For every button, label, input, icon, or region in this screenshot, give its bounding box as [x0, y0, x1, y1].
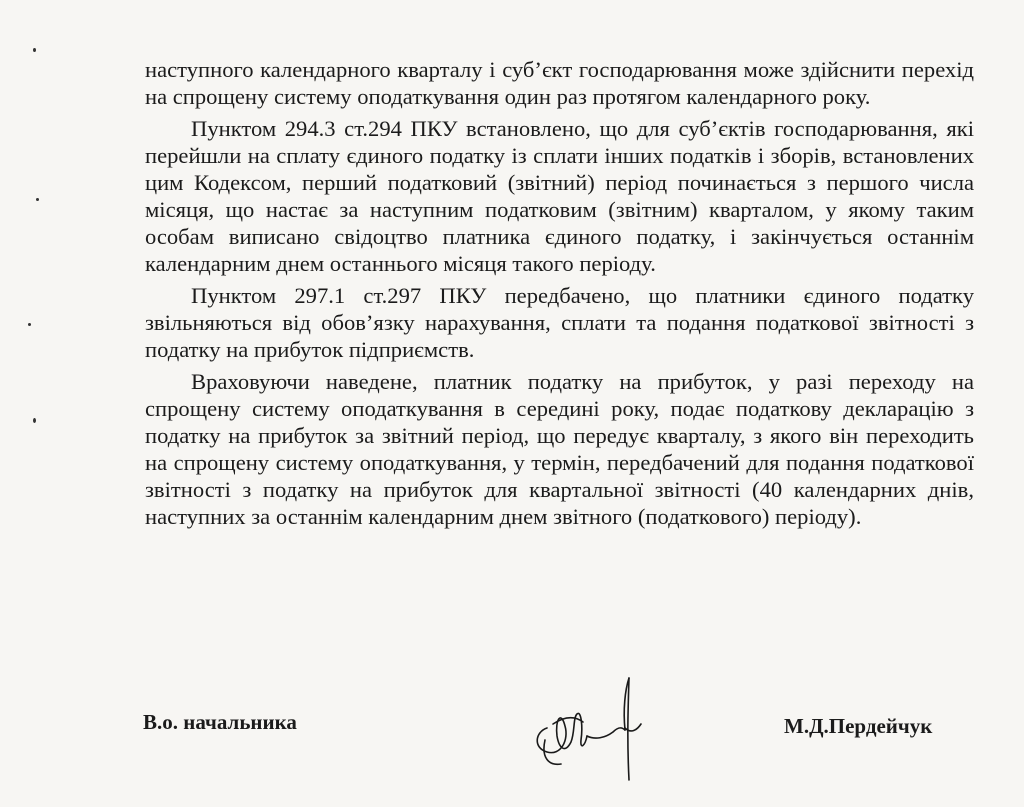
signatory-name: М.Д.Пердейчук: [784, 714, 933, 738]
paragraph: Враховуючи наведене, платник податку на прибуток, у разі переходу на спрощену систему оподаткування в середині року, подає податкову декларацію з податку на прибуток за звітний період, що передує кварталу, з якого він переходить на спрощену систему оподаткування, у термін, передбачений для подання податкової звітності з податку на прибуток для квартальної звітності (40 календарних днів, наступних за останнім календарним днем звітного (податкового) періоду).: [145, 369, 974, 529]
handwritten-signature: [525, 670, 655, 800]
signatory-role: В.о. начальника: [143, 710, 297, 734]
document-body: [145, 56, 974, 535]
scan-speck: [33, 48, 36, 52]
scan-speck: [28, 323, 31, 326]
scan-speck: [36, 198, 39, 201]
paragraph: Пунктом 294.3 ст.294 ПКУ встановлено, що для суб’єктів господарювання, які перейшли на сплату єдиного податку із сплати інших податків і зборів, встановлених цим Кодексом, перший податковий (звітний) період починається з першого числа місяця, що настає за наступним податковим (звітним) кварталом, у якому таким особам виписано свідоцтво платника єдиного податку, і закінчується останнім календарним днем останнього місяця такого періоду.: [145, 116, 974, 276]
signature-block: [0, 700, 1024, 800]
paragraph: Пунктом 297.1 ст.297 ПКУ передбачено, що платники єдиного податку звільняються від обов’язку нарахування, сплати та подання податкової звітності з податку на прибуток підприємств.: [145, 283, 974, 362]
paragraph: наступного календарного кварталу і суб’єкт господарювання може здійснити перехід на спрощену систему оподаткування один раз протягом календарного року.: [145, 57, 974, 109]
scan-speck: [33, 418, 36, 423]
